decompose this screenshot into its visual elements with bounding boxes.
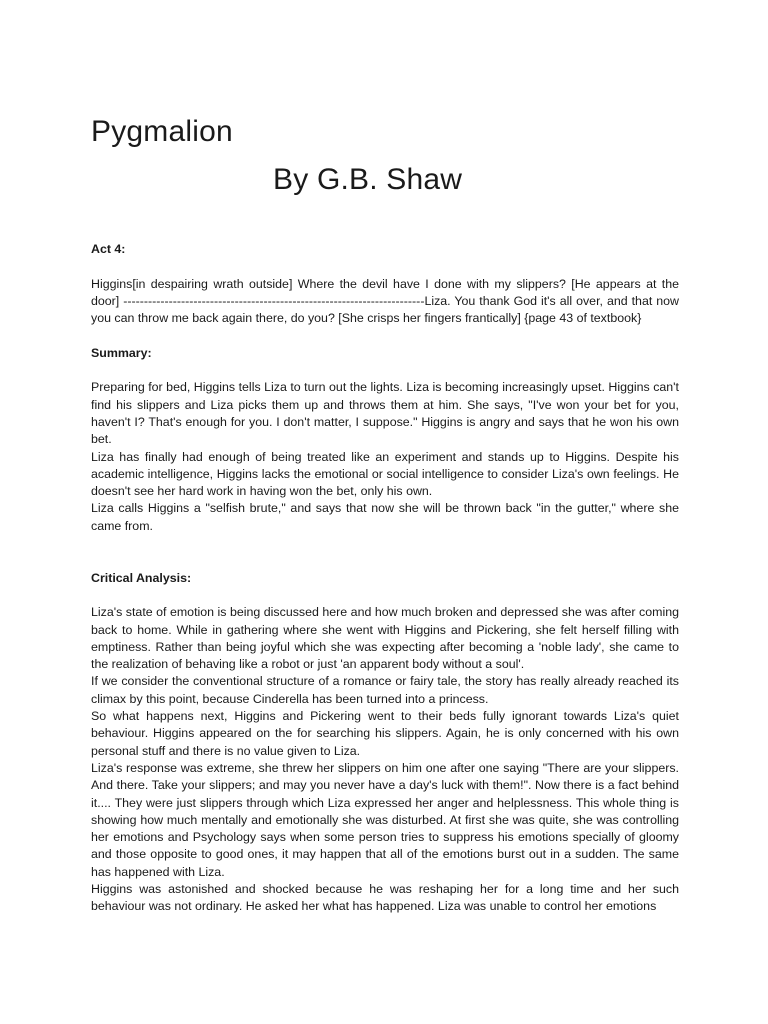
analysis-paragraph: If we consider the conventional structure of a romance or fairy tale, the story has really already reached its climax by this point, because Cinderella has been turned into a princess.	[91, 674, 679, 706]
analysis-paragraph: So what happens next, Higgins and Pickering went to their beds fully ignorant towards Liza's quiet behaviour. Higgins appeared on the for searching his slippers. Again, he is only concerned with his own personal stuff and there is no value given to Liza.	[91, 709, 679, 758]
document-title: Pygmalion	[91, 115, 233, 148]
act-heading: Act 4:	[91, 242, 126, 256]
analysis-paragraph: Higgins was astonished and shocked because he was reshaping her for a long time and her such behaviour was not ordinary. He asked her what has happened. Liza was unable to control her emotions	[91, 881, 679, 914]
quote-paragraph: Higgins[in despairing wrath outside] Where the devil have I done with my slippers? [He appears at the door] -------------------------------------------------------------------------Liza. You thank God it's all over, and that now you can throw me back again there, do you? [She crisps her fingers frantically] {page 43 of textbook}	[91, 276, 679, 326]
analysis-paragraph: Liza's response was extreme, she threw her slippers on him one after one saying "There are your slippers. And there. Take your slippers; and may you never have a day's luck with them!". Now there is a fact behind it.... They were just slippers through which Liza expressed her anger and helplessness. This whole thing is showing how much mentally and emotionally she was disturbed. At first she was quite, she was controlling her emotions and Psychology says when some person tries to suppress his emotions specially of gloomy and those opposite to good ones, it may happen that all of the emotions burst out in a sudden. The same has happened with Liza.	[91, 760, 679, 879]
analysis-paragraph: Liza's state of emotion is being discussed here and how much broken and depressed she was after coming back to home. While in gathering where she went with Higgins and Pickering, she felt herself filling with emptiness. Rather than being joyful which she was expecting after becoming a 'noble lady', she came to the realization of behaving like a robot or just 'an apparent body without a soul'.	[91, 605, 679, 672]
document-author: By G.B. Shaw	[273, 163, 463, 196]
summary-heading: Summary:	[91, 345, 152, 360]
document-body	[91, 241, 679, 916]
summary-paragraph: Liza has finally had enough of being treated like an experiment and stands up to Higgins. Despite his academic intelligence, Higgins lacks the emotional or social intelligence to consider Liza's own feelings. He doesn't see her hard work in having won the bet, only his own.	[91, 449, 679, 499]
summary-paragraph: Preparing for bed, Higgins tells Liza to turn out the lights. Liza is becoming increasingly upset. Higgins can't find his slippers and Liza picks them up and throws them at him. She says, "I've won your bet for you, haven't I? That's enough for you. I don't matter, I suppose." Higgins is angry and says that he won his own bet.	[91, 380, 679, 447]
summary-paragraph: Liza calls Higgins a "selfish brute," and says that now she will be thrown back "in the gutter," where she came from.	[91, 501, 679, 533]
analysis-heading: Critical Analysis:	[91, 570, 192, 585]
